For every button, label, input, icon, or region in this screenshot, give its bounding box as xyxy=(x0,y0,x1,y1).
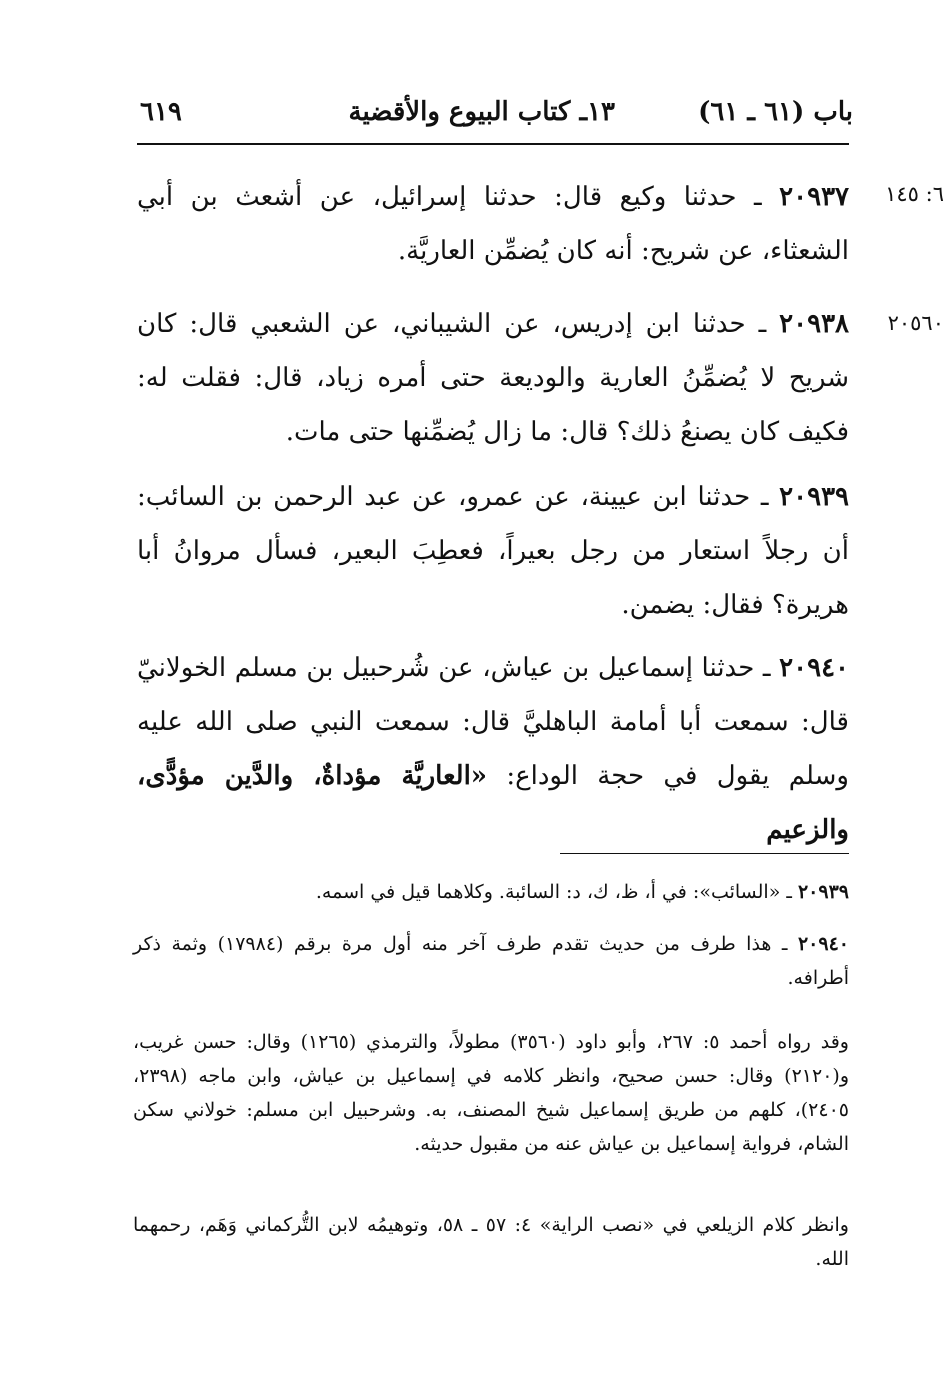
footnote-sources xyxy=(133,1025,849,1161)
chapter-heading: باب (٦١ ـ ٦١) xyxy=(698,97,853,127)
hadith-text: ـ حدثنا إسماعيل بن عياش، عن شُرحبيل بن مسلم الخولانيّ قال: سمعت أبا أمامة الباهليَّ قال: سمعت النبي صلى الله عليه وسلم يقول في حجة الوداع: xyxy=(137,653,849,791)
book-title: ١٣ـ كتاب البيوع والأقضية xyxy=(348,97,615,127)
hadith-20937 xyxy=(137,170,849,278)
margin-reference: ٦: ١٤٥ xyxy=(885,182,944,206)
hadith-quote: «العاريَّة مؤداةٌ، والدَّين مؤدًّى، والزعيم xyxy=(137,761,849,845)
footnote-20940 xyxy=(133,927,849,995)
hadith-number: ٢٠٩٣٧ xyxy=(779,182,849,212)
hadith-20938 xyxy=(137,297,849,459)
footnote-divider xyxy=(560,853,849,854)
hadith-20940 xyxy=(137,641,849,857)
footnote-number: ٢٠٩٤٠ xyxy=(797,933,849,955)
hadith-20939 xyxy=(137,470,849,632)
margin-reference: ٢٠٥٦٠ xyxy=(887,311,944,335)
hadith-number: ٢٠٩٤٠ xyxy=(779,653,849,683)
hadith-text: ـ حدثنا وكيع قال: حدثنا إسرائيل، عن أشعث بن أبي الشعثاء، عن شريح: أنه كان يُضمِّن العاريَّة. xyxy=(137,182,849,266)
footnote-text: ـ هذا طرف من حديث تقدم طرف آخر منه أول مرة برقم (١٧٩٨٤) وثمة ذكر أطرافه. xyxy=(133,933,849,989)
footnote-zaylai xyxy=(133,1208,849,1276)
footnote-text: وقد رواه أحمد ٥: ٢٦٧، وأبو داود (٣٥٦٠) مطولاً، والترمذي (١٢٦٥) وقال: حسن غريب، و(٢١٢٠) وقال: حسن صحيح، وانظر كلامه في إسماعيل بن عياش، وابن ماجه (٢٣٩٨، ٢٤٠٥)، كلهم من طريق إسماعيل شيخ المصنف، به. وشرحبيل ابن مسلم: خولاني سكن الشام، فرواية إسماعيل بن عياش عنه من مقبول حديثه. xyxy=(133,1031,849,1155)
footnote-text: وانظر كلام الزيلعي في «نصب الراية» ٤: ٥٧ ـ ٥٨، وتوهيمُه لابن التُّركماني وَهَم، رحمهما الله. xyxy=(133,1214,849,1270)
footnote-text: ـ «السائب»: في أ، ظ، ك، د: السائبة. وكلاهما قيل في اسمه. xyxy=(315,881,798,903)
hadith-text: ـ حدثنا ابن إدريس، عن الشيباني، عن الشعبي قال: كان شريح لا يُضمِّنُ العارية والوديعة حتى أمره زياد، قال: فقلت له: فكيف كان يصنعُ ذلك؟ قال: ما زال يُضمِّنها حتى مات. xyxy=(137,309,849,447)
page-number: ٦١٩ xyxy=(140,97,182,127)
header-divider xyxy=(137,143,849,145)
hadith-number: ٢٠٩٣٨ xyxy=(779,309,849,339)
hadith-number: ٢٠٩٣٩ xyxy=(779,482,849,512)
hadith-text: ـ حدثنا ابن عيينة، عن عمرو، عن عبد الرحمن بن السائب: أن رجلاً استعار من رجل بعيراً، فعطِبَ البعير، فسأل مروانُ أبا هريرة؟ فقال: يضمن. xyxy=(137,482,849,620)
footnote-number: ٢٠٩٣٩ xyxy=(797,881,849,903)
footnote-20939 xyxy=(133,875,849,909)
